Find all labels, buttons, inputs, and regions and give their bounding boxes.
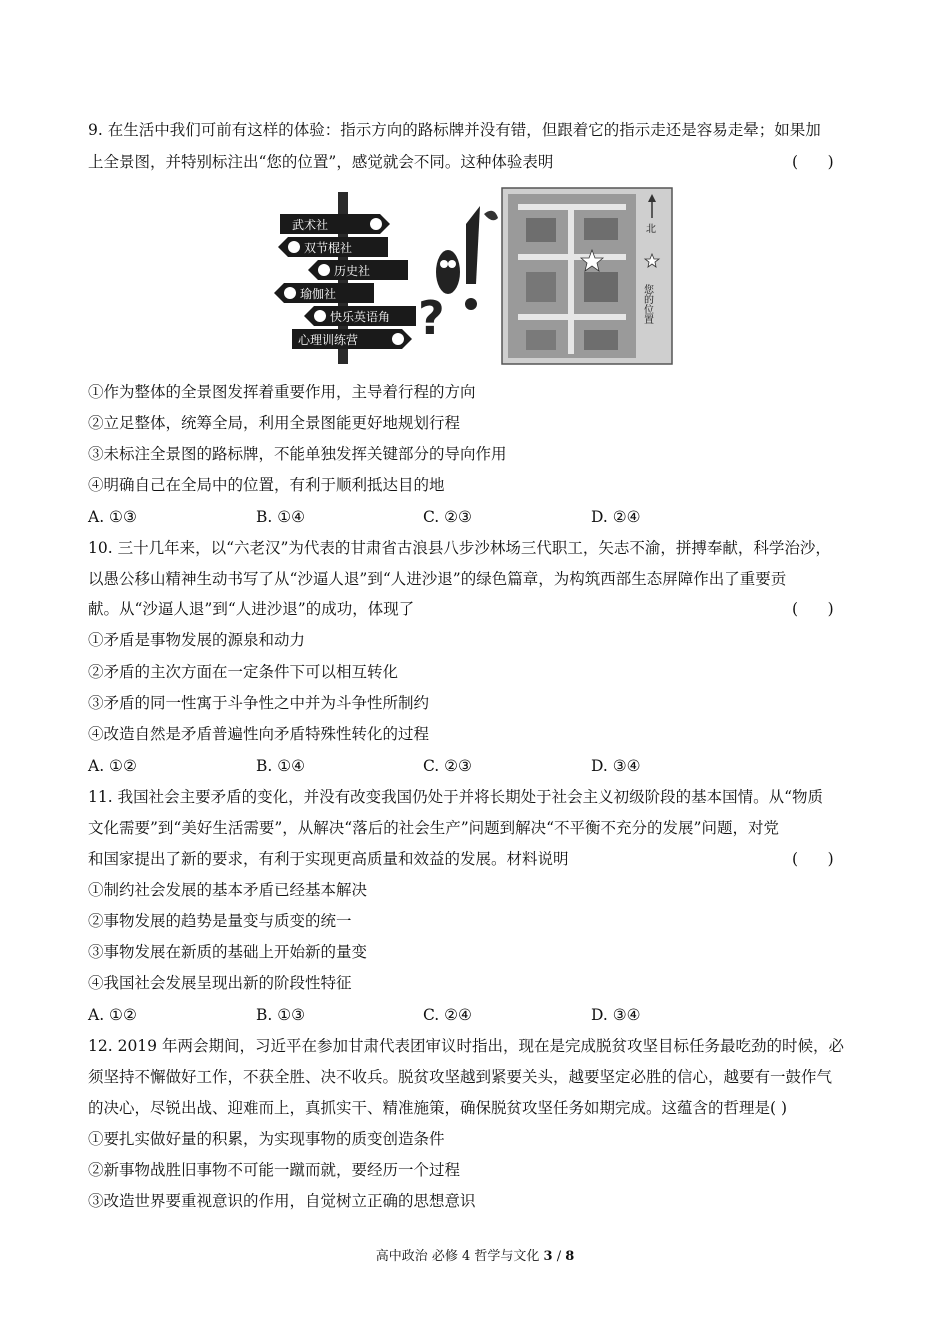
sign-board-5 — [304, 306, 416, 326]
signpost-and-map-illustration — [270, 184, 678, 368]
sign-label-1: 武术社 — [292, 218, 329, 232]
sign-board-6 — [292, 329, 412, 349]
q9-answer-paren: ( ) — [792, 153, 834, 171]
q9-item-1: ①作为整体的全景图发挥着重要作用，主导着行程的方向 — [88, 383, 476, 401]
sign-label-6: 心理训练营 — [298, 333, 359, 347]
q10-stem-line2: 以愚公移山精神生动书写了从“沙逼人退”到“人进沙退”的绿色篇章，为构筑西部生态屏障作出了重要贡 — [88, 570, 787, 588]
q11-stem-line1: 11. 我国社会主要矛盾的变化，并没有改变我国仍处于并将长期处于社会主义初级阶段的基本国情。从“物质 — [88, 788, 824, 806]
q10-option-d: D. ③④ — [591, 757, 641, 775]
q12-item-1: ①要扎实做好量的积累，为实现事物的质变创造条件 — [88, 1130, 445, 1148]
q10-option-c: C. ②③ — [423, 757, 472, 775]
q9-stem-line1: 9. 在生活中我们可前有这样的体验：指示方向的路标牌并没有错，但跟着它的指示走还是容易走晕；如果加 — [88, 121, 821, 139]
confused-character-icon — [418, 206, 498, 345]
q11-option-c: C. ②④ — [423, 1006, 472, 1024]
q11-item-2: ②事物发展的趋势是量变与质变的统一 — [88, 912, 352, 930]
q9-stem-line2: 上全景图，并特别标注出“您的位置”，感觉就会不同。这种体验表明 — [88, 153, 554, 171]
sign-board-3 — [308, 260, 408, 280]
q9-item-3: ③未标注全景图的路标牌，不能单独发挥关键部分的导向作用 — [88, 445, 507, 463]
map-north-label: 北 — [646, 224, 656, 235]
q11-stem-line2: 文化需要”到“美好生活需要”，从解决“落后的社会生产”问题到解决“不平衡不充分的发展”问题，对党 — [88, 819, 779, 837]
footer-page-number: 3 — [543, 1249, 553, 1264]
q12-item-3: ③改造世界要重视意识的作用，自觉树立正确的思想意识 — [88, 1192, 476, 1210]
q11-item-3: ③事物发展在新质的基础上开始新的量变 — [88, 943, 368, 961]
footer-subject: 高中政治 必修 4 哲学与文化 — [375, 1249, 540, 1264]
svg-text:?: ? — [418, 291, 445, 345]
q11-answer-paren: ( ) — [792, 850, 834, 868]
q9-option-b: B. ①④ — [256, 508, 306, 526]
sign-board-2 — [278, 237, 388, 257]
sign-label-4: 瑜伽社 — [300, 287, 337, 301]
q10-stem-line1: 10. 三十几年来，以“六老汉”为代表的甘肃省古浪县八步沙林场三代职工，矢志不渝，拼搏奉献，科学治沙， — [88, 539, 831, 557]
footer-separator: / — [552, 1249, 566, 1264]
footer-page-total: 8 — [565, 1249, 575, 1264]
q10-option-a: A. ①② — [88, 757, 137, 775]
q12-stem-line3: 的决心，尽锐出战、迎难而上，真抓实干、精准施策，确保脱贫攻坚任务如期完成。这蕴含的哲理是( ) — [88, 1099, 788, 1117]
map-location-label: 您的位置 — [641, 284, 653, 324]
q10-item-2: ②矛盾的主次方面在一定条件下可以相互转化 — [88, 663, 399, 681]
q9-option-c: C. ②③ — [423, 508, 472, 526]
q11-stem-line3: 和国家提出了新的要求，有利于实现更高质量和效益的发展。材料说明 — [88, 850, 569, 868]
q9-figure — [270, 184, 678, 368]
page-footer — [0, 1248, 950, 1266]
q10-stem-line3: 献。从“沙逼人退”到“人进沙退”的成功，体现了 — [88, 600, 415, 618]
sign-label-3: 历史社 — [334, 264, 371, 278]
q9-item-4: ④明确自己在全局中的位置，有利于顺利抵达目的地 — [88, 476, 445, 494]
q11-option-d: D. ③④ — [591, 1006, 641, 1024]
q10-item-1: ①矛盾是事物发展的源泉和动力 — [88, 631, 306, 649]
sign-label-2: 双节棍社 — [304, 241, 353, 255]
q9-item-2: ②立足整体，统筹全局，利用全景图能更好地规划行程 — [88, 414, 461, 432]
q10-answer-paren: ( ) — [792, 600, 834, 618]
q11-item-1: ①制约社会发展的基本矛盾已经基本解决 — [88, 881, 368, 899]
sign-board-1 — [280, 214, 390, 234]
q9-option-d: D. ②④ — [591, 508, 641, 526]
q10-item-4: ④改造自然是矛盾普遍性向矛盾特殊性转化的过程 — [88, 725, 430, 743]
q11-item-4: ④我国社会发展呈现出新的阶段性特征 — [88, 974, 352, 992]
q12-item-2: ②新事物战胜旧事物不可能一蹴而就，要经历一个过程 — [88, 1161, 461, 1179]
q11-option-b: B. ①③ — [256, 1006, 306, 1024]
q12-stem-line2: 须坚持不懈做好工作，不获全胜、决不收兵。脱贫攻坚越到紧要关头，越要坚定必胜的信心，越要有一鼓作气 — [88, 1068, 833, 1086]
overview-map — [502, 188, 672, 364]
q11-option-a: A. ①② — [88, 1006, 137, 1024]
q9-option-a: A. ①③ — [88, 508, 137, 526]
q10-item-3: ③矛盾的同一性寓于斗争性之中并为斗争性所制约 — [88, 694, 430, 712]
sign-board-4 — [274, 283, 374, 303]
sign-label-5: 快乐英语角 — [330, 310, 391, 324]
q12-stem-line1: 12. 2019 年两会期间，习近平在参加甘肃代表团审议时指出，现在是完成脱贫攻坚目标任务最吃劲的时候，必 — [88, 1037, 844, 1055]
q10-option-b: B. ①④ — [256, 757, 306, 775]
